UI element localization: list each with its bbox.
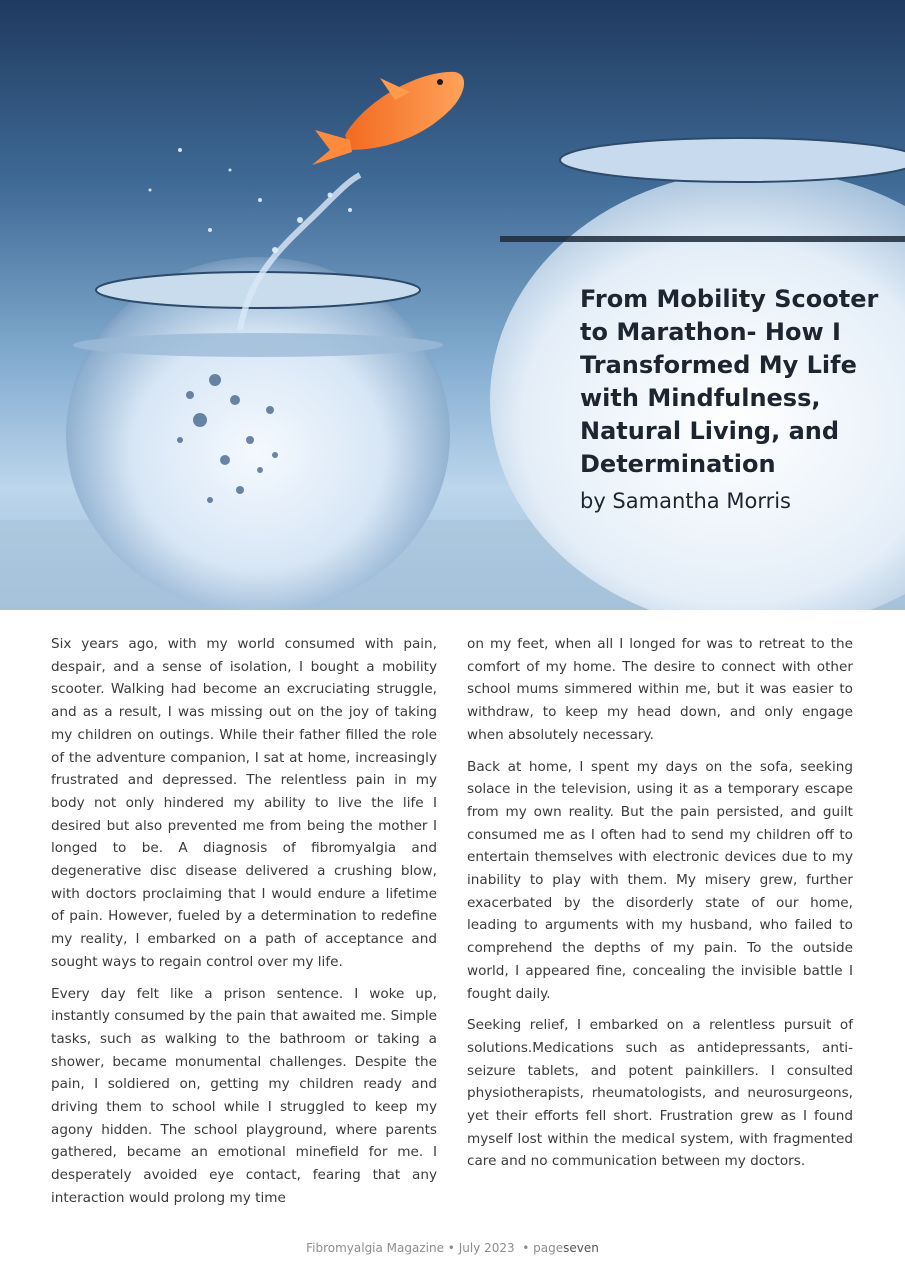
body-column-right (467, 633, 853, 1182)
body-paragraph: Six years ago, with my world consumed with pain, despair, and a sense of isolation, I bought a mobility scooter. Walking had become an excruciating struggle, and as a result, I was missing out on the joy of taking my children on outings. While their father filled the role of the adventure companion, I sat at home, increasingly frustrated and depressed. The relentless pain in my body not only hindered my ability to live the life I desired but also prevented me from being the mother I longed to be. A diagnosis of fibromyalgia and degenerative disc disease delivered a crushing blow, with doctors proclaiming that I would endure a lifetime of pain. However, fueled by a determination to redefine my reality, I embarked on a path of acceptance and sought ways to regain control over my life. (51, 636, 437, 970)
footer-date: July 2023 (458, 1241, 515, 1255)
body-column-left (51, 633, 437, 1219)
body-paragraph: Seeking relief, I embarked on a relentless pursuit of solutions.Medications such as antidepressants, anti-seizure tablets, and potent painkillers. I consulted physiotherapists, rheumatologists, and neurosurgeons, yet their efforts fell short. Frustration grew as I found myself lost within the medical system, with fragmented care and no communication between my doctors. (467, 1017, 853, 1170)
footer-page-word: seven (563, 1241, 599, 1255)
article-title-block (580, 283, 880, 513)
footer-magazine: Fibromyalgia Magazine (306, 1241, 444, 1255)
body-paragraph: Back at home, I spent my days on the sofa, seeking solace in the television, using it as a temporary escape from my own reality. But the pain persisted, and guilt consumed me as I often had to send my children off to entertain themselves with electronic devices due to my inability to play with them. My misery grew, further exacerbated by the disorderly state of our home, leading to arguments with my husband, who failed to comprehend the depths of my pain. To the outside world, I appeared fine, concealing the invisible battle I fought daily. (467, 758, 853, 1002)
body-paragraph: Every day felt like a prison sentence. I woke up, instantly consumed by the pain that awaited me. Simple tasks, such as walking to the bathroom or taking a shower, became monumental challenges. Despite the pain, I soldiered on, getting my children ready and driving them to school while I struggled to keep my agony hidden. The school playground, where parents gathered, became an emotional minefield for me. I desperately avoided eye contact, fearing that any interaction would prolong my time (51, 985, 437, 1206)
hero-image (0, 0, 905, 610)
body-paragraph: on my feet, when all I longed for was to retreat to the comfort of my home. The desire to connect with other school mums simmered within me, but it was easier to withdraw, to keep my head down, and only engage when absolutely necessary. (467, 636, 853, 743)
goldfish-icon (312, 72, 464, 165)
page-footer: Fibromyalgia Magazine • July 2023 • pageseven (306, 1241, 599, 1255)
footer-page-prefix: page (533, 1241, 564, 1255)
article-title: From Mobility Scooter to Marathon- How I Transformed My Life with Mindfulness, Natural Living, and Determination (580, 285, 879, 478)
article-byline: by Samantha Morris (580, 489, 791, 513)
